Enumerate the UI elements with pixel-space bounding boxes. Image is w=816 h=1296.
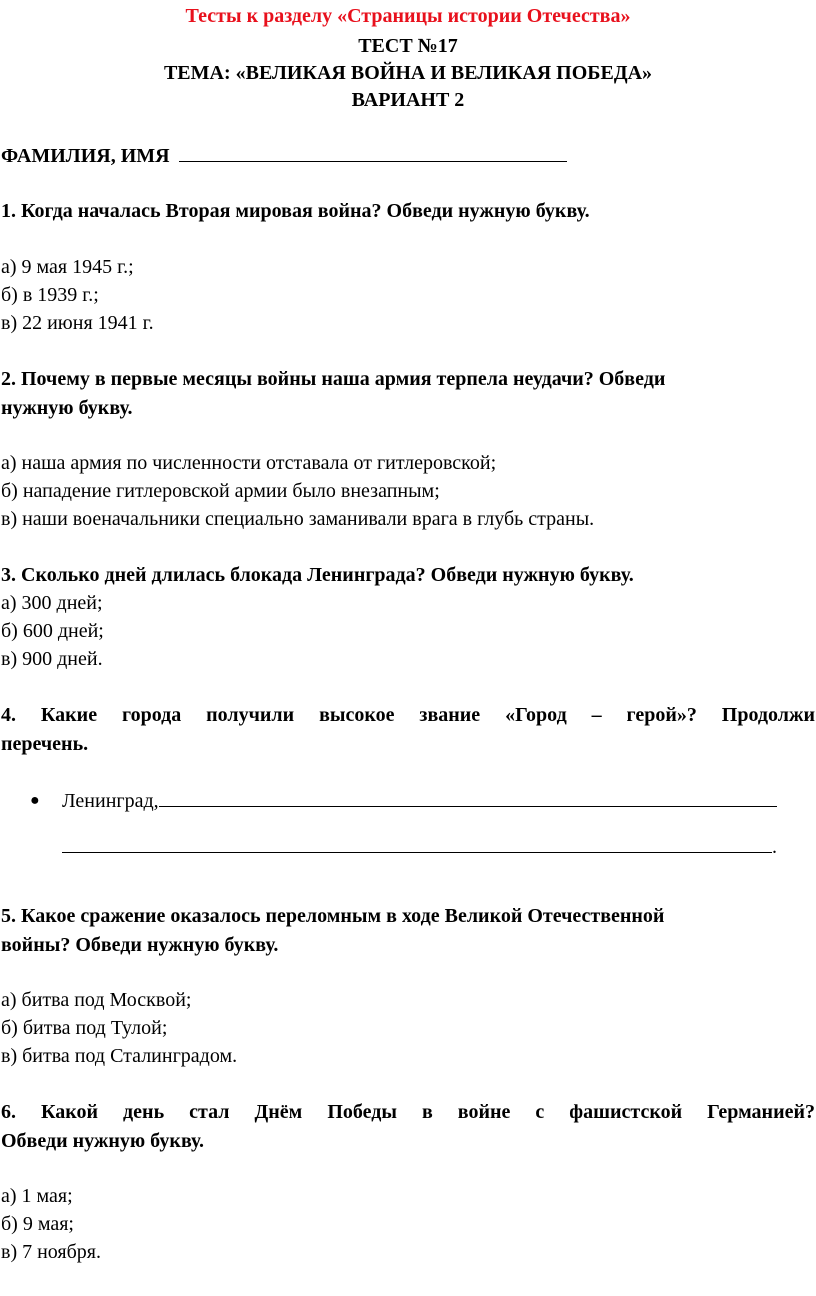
question-6-option-b[interactable]: б) 9 мая; [1, 1213, 74, 1235]
question-5-option-b[interactable]: б) битва под Тулой; [1, 1017, 168, 1039]
question-3-option-b[interactable]: б) 600 дней; [1, 620, 104, 642]
question-5-option-c[interactable]: в) битва под Сталинградом. [1, 1045, 238, 1067]
question-2-title: 2. Почему в первые месяцы войны наша армия терпела неудачи? Обведи [1, 368, 666, 390]
question-2-option-c[interactable]: в) наши военачальники специально заманивали врага в глубь страны. [1, 508, 595, 530]
question-3-option-c[interactable]: в) 900 дней. [1, 648, 103, 670]
city-list-end: . [772, 836, 777, 858]
test-theme: ТЕМА: «ВЕЛИКАЯ ВОЙНА И ВЕЛИКАЯ ПОБЕДА» [163, 62, 653, 84]
question-5-title-cont: войны? Обведи нужную букву. [1, 934, 279, 956]
test-variant: ВАРИАНТ 2 [351, 89, 465, 111]
question-1-option-c[interactable]: в) 22 июня 1941 г. [1, 312, 154, 334]
city-input-line-2[interactable] [62, 834, 772, 853]
question-3-title: 3. Сколько дней длилась блокада Ленинграда? Обведи нужную букву. [1, 564, 634, 586]
question-5-title: 5. Какое сражение оказалось переломным в ходе Великой Отечественной [1, 905, 665, 927]
city-list-row [62, 788, 777, 813]
question-1-title: 1. Когда началась Вторая мировая война? Обведи нужную букву. [1, 200, 590, 222]
name-field-row [1, 143, 567, 168]
name-input-line[interactable] [179, 143, 567, 162]
bullet-icon: ● [30, 792, 40, 809]
question-6-option-a[interactable]: а) 1 мая; [1, 1185, 73, 1207]
city-list-start: Ленинград, [62, 790, 159, 812]
question-4-title-cont: перечень. [1, 733, 89, 755]
question-2-title-cont: нужную букву. [1, 397, 133, 419]
document-subtitle: Тесты к разделу «Страницы истории Отечества» [185, 5, 631, 27]
test-number: ТЕСТ №17 [358, 35, 458, 57]
question-5-option-a[interactable]: а) битва под Москвой; [1, 989, 192, 1011]
question-2-option-a[interactable]: а) наша армия по численности отставала от гитлеровской; [1, 452, 497, 474]
city-input-line-1[interactable] [159, 788, 777, 807]
question-3-option-a[interactable]: а) 300 дней; [1, 592, 103, 614]
name-field-label: ФАМИЛИЯ, ИМЯ [1, 145, 170, 167]
question-1-option-b[interactable]: б) в 1939 г.; [1, 284, 99, 306]
question-1-option-a[interactable]: а) 9 мая 1945 г.; [1, 256, 134, 278]
question-4-title: 4. Какие города получили высокое звание «Город – герой»? Продолжи [1, 704, 815, 726]
question-2-option-b[interactable]: б) нападение гитлеровской армии было внезапным; [1, 480, 440, 502]
question-6-title: 6. Какой день стал Днём Победы в войне с фашистской Германией? [1, 1101, 815, 1123]
city-list-row-2 [62, 834, 777, 859]
question-6-title-cont: Обведи нужную букву. [1, 1130, 205, 1152]
question-6-option-c[interactable]: в) 7 ноября. [1, 1241, 101, 1263]
